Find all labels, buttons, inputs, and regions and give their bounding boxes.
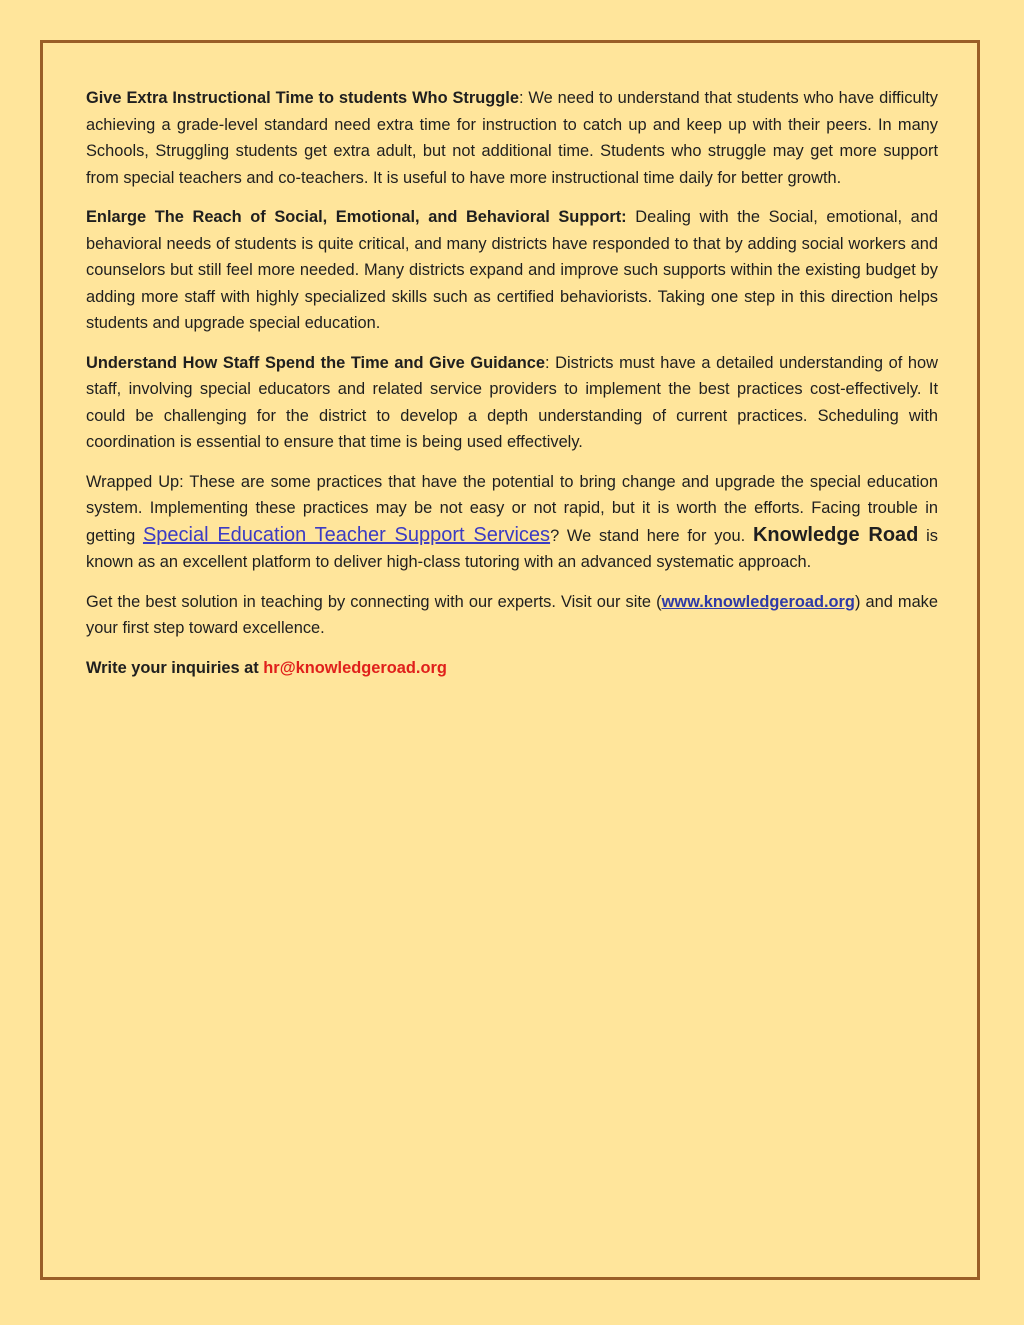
- support-services-link[interactable]: Special Education Teacher Support Services: [142, 523, 551, 546]
- section-body: : We need to understand that students who have difficulty achieving a grade-level standard need extra time for instruction to catch up and keep up with their peers. In many Schools, Struggling students get extra adult, but not additional time. Students who struggle may get more support from special teachers and co-teachers. It is useful to have more instructional time daily for better growth.: [86, 89, 938, 187]
- wrap-up-paragraph: [86, 469, 938, 576]
- visit-text: Get the best solution in teaching by connecting with our experts. Visit our site (: [86, 592, 662, 611]
- brand-name: Knowledge Road: [752, 523, 919, 546]
- brand-description: is known as an excellent platform to deliver high-class tutoring with an advanced systematic approach.: [86, 526, 938, 571]
- wrap-up-text-after-link: ? We stand here for you.: [550, 526, 753, 545]
- section-staff-time: [86, 350, 938, 456]
- section-heading: Enlarge The Reach of Social, Emotional, and Behavioral Support:: [86, 208, 627, 226]
- website-link[interactable]: www.knowledgeroad.org: [661, 592, 855, 611]
- section-extra-time: [86, 85, 938, 191]
- section-body: : Districts must have a detailed understanding of how staff, involving special educators and related service providers to implement the best practices cost-effectively. It could be challenging for the district to develop a depth understanding of current practices. Scheduling with coordination is essential to ensure that time is being used effectively.: [86, 353, 938, 451]
- section-heading: Give Extra Instructional Time to students Who Struggle: [86, 89, 519, 107]
- inquiry-paragraph: [86, 655, 938, 682]
- inquiry-label: Write your inquiries at: [86, 658, 264, 677]
- email-link[interactable]: hr@knowledgeroad.org: [263, 658, 447, 677]
- document-body: [86, 85, 938, 694]
- section-social-support: [86, 204, 938, 337]
- section-body: Dealing with the Social, emotional, and behavioral needs of students is quite critical, and many districts have responded to that by adding social workers and counselors but still feel more needed. Many districts expand and improve such supports within the existing budget by adding more staff with highly specialized skills such as certified behaviorists. Taking one step in this direction helps students and upgrade special education.: [86, 208, 938, 332]
- visit-text-after-url: ) and make your first step toward excellence.: [86, 592, 938, 637]
- section-heading: Understand How Staff Spend the Time and Give Guidance: [86, 353, 546, 372]
- visit-paragraph: [86, 589, 938, 642]
- wrap-up-text: Wrapped Up: These are some practices that have the potential to bring change and upgrade the special education system. Implementing these practices may be not easy or not rapid, but it is worth the efforts. Facing trouble in getting: [86, 472, 938, 545]
